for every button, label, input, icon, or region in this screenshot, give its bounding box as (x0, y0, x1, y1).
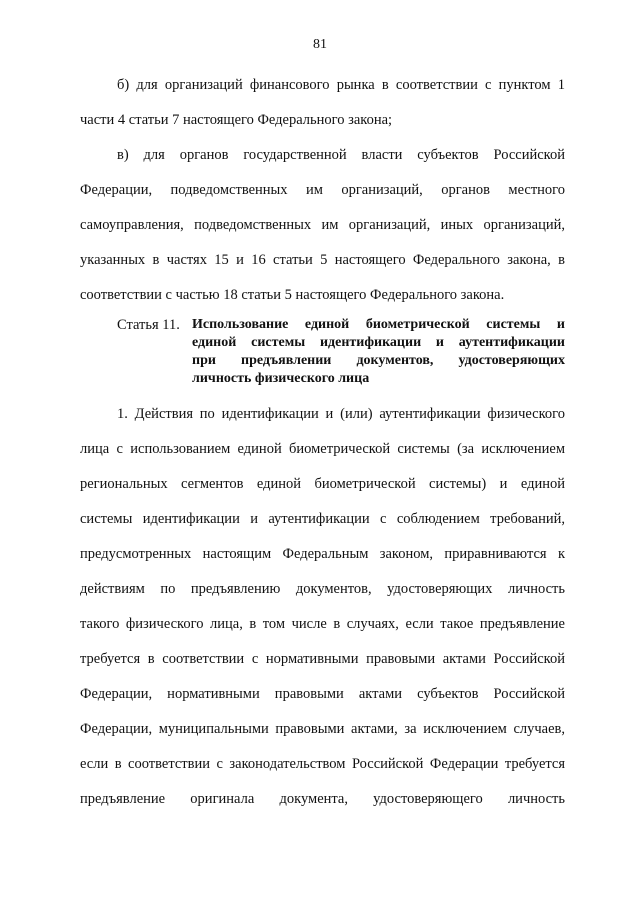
item-v-line-4: указанных в частях 15 и 16 статьи 5 настоящего Федерального закона, в (80, 252, 565, 268)
item-b-line-1: б) для организаций финансового рынка в соответствии с пунктом 1 (117, 77, 565, 93)
paragraph-1-line-8: требуется в соответствии с нормативными правовыми актами Российской (80, 651, 565, 667)
article-title-line-3: при предъявлении документов, удостоверяющих (192, 353, 565, 368)
paragraph-1-line-2: лица с использованием единой биометрической системы (за исключением (80, 441, 565, 457)
paragraph-1-line-10: Федерации, муниципальными правовыми актами, за исключением случаев, (80, 721, 565, 737)
article-title-line-2: единой системы идентификации и аутентификации (192, 335, 565, 350)
paragraph-1-line-1: 1. Действия по идентификации и (или) аутентификации физического (117, 406, 565, 422)
article-title-line-1: Использование единой биометрической системы и (192, 317, 565, 332)
paragraph-1-line-6: действиям по предъявлению документов, удостоверяющих личность (80, 581, 565, 597)
item-b-line-2: части 4 статьи 7 настоящего Федерального закона; (80, 112, 393, 128)
article-title-line-4: личность физического лица (192, 371, 370, 386)
paragraph-1-line-9: Федерации, нормативными правовыми актами субъектов Российской (80, 686, 565, 702)
item-v-line-5: соответствии с частью 18 статьи 5 настоящего Федерального закона. (80, 287, 505, 303)
paragraph-1-line-7: такого физического лица, в том числе в случаях, если такое предъявление (80, 616, 565, 632)
paragraph-1-line-4: системы идентификации и аутентификации с соблюдением требований, (80, 511, 565, 527)
paragraph-1-line-5: предусмотренных настоящим Федеральным законом, приравниваются к (80, 546, 565, 562)
paragraph-1-line-11: если в соответствии с законодательством Российской Федерации требуется (80, 756, 565, 772)
item-v-line-2: Федерации, подведомственных им организаций, органов местного (80, 182, 565, 198)
page-number: 81 (313, 37, 327, 52)
item-v-line-3: самоуправления, подведомственных им организаций, иных организаций, (80, 217, 565, 233)
paragraph-1-line-12: предъявление оригинала документа, удостоверяющего личность (80, 791, 565, 807)
item-v-line-1: в) для органов государственной власти субъектов Российской (117, 147, 565, 163)
article-label: Статья 11. (117, 317, 180, 333)
paragraph-1-line-3: региональных сегментов единой биометрической системы) и единой (80, 476, 565, 492)
